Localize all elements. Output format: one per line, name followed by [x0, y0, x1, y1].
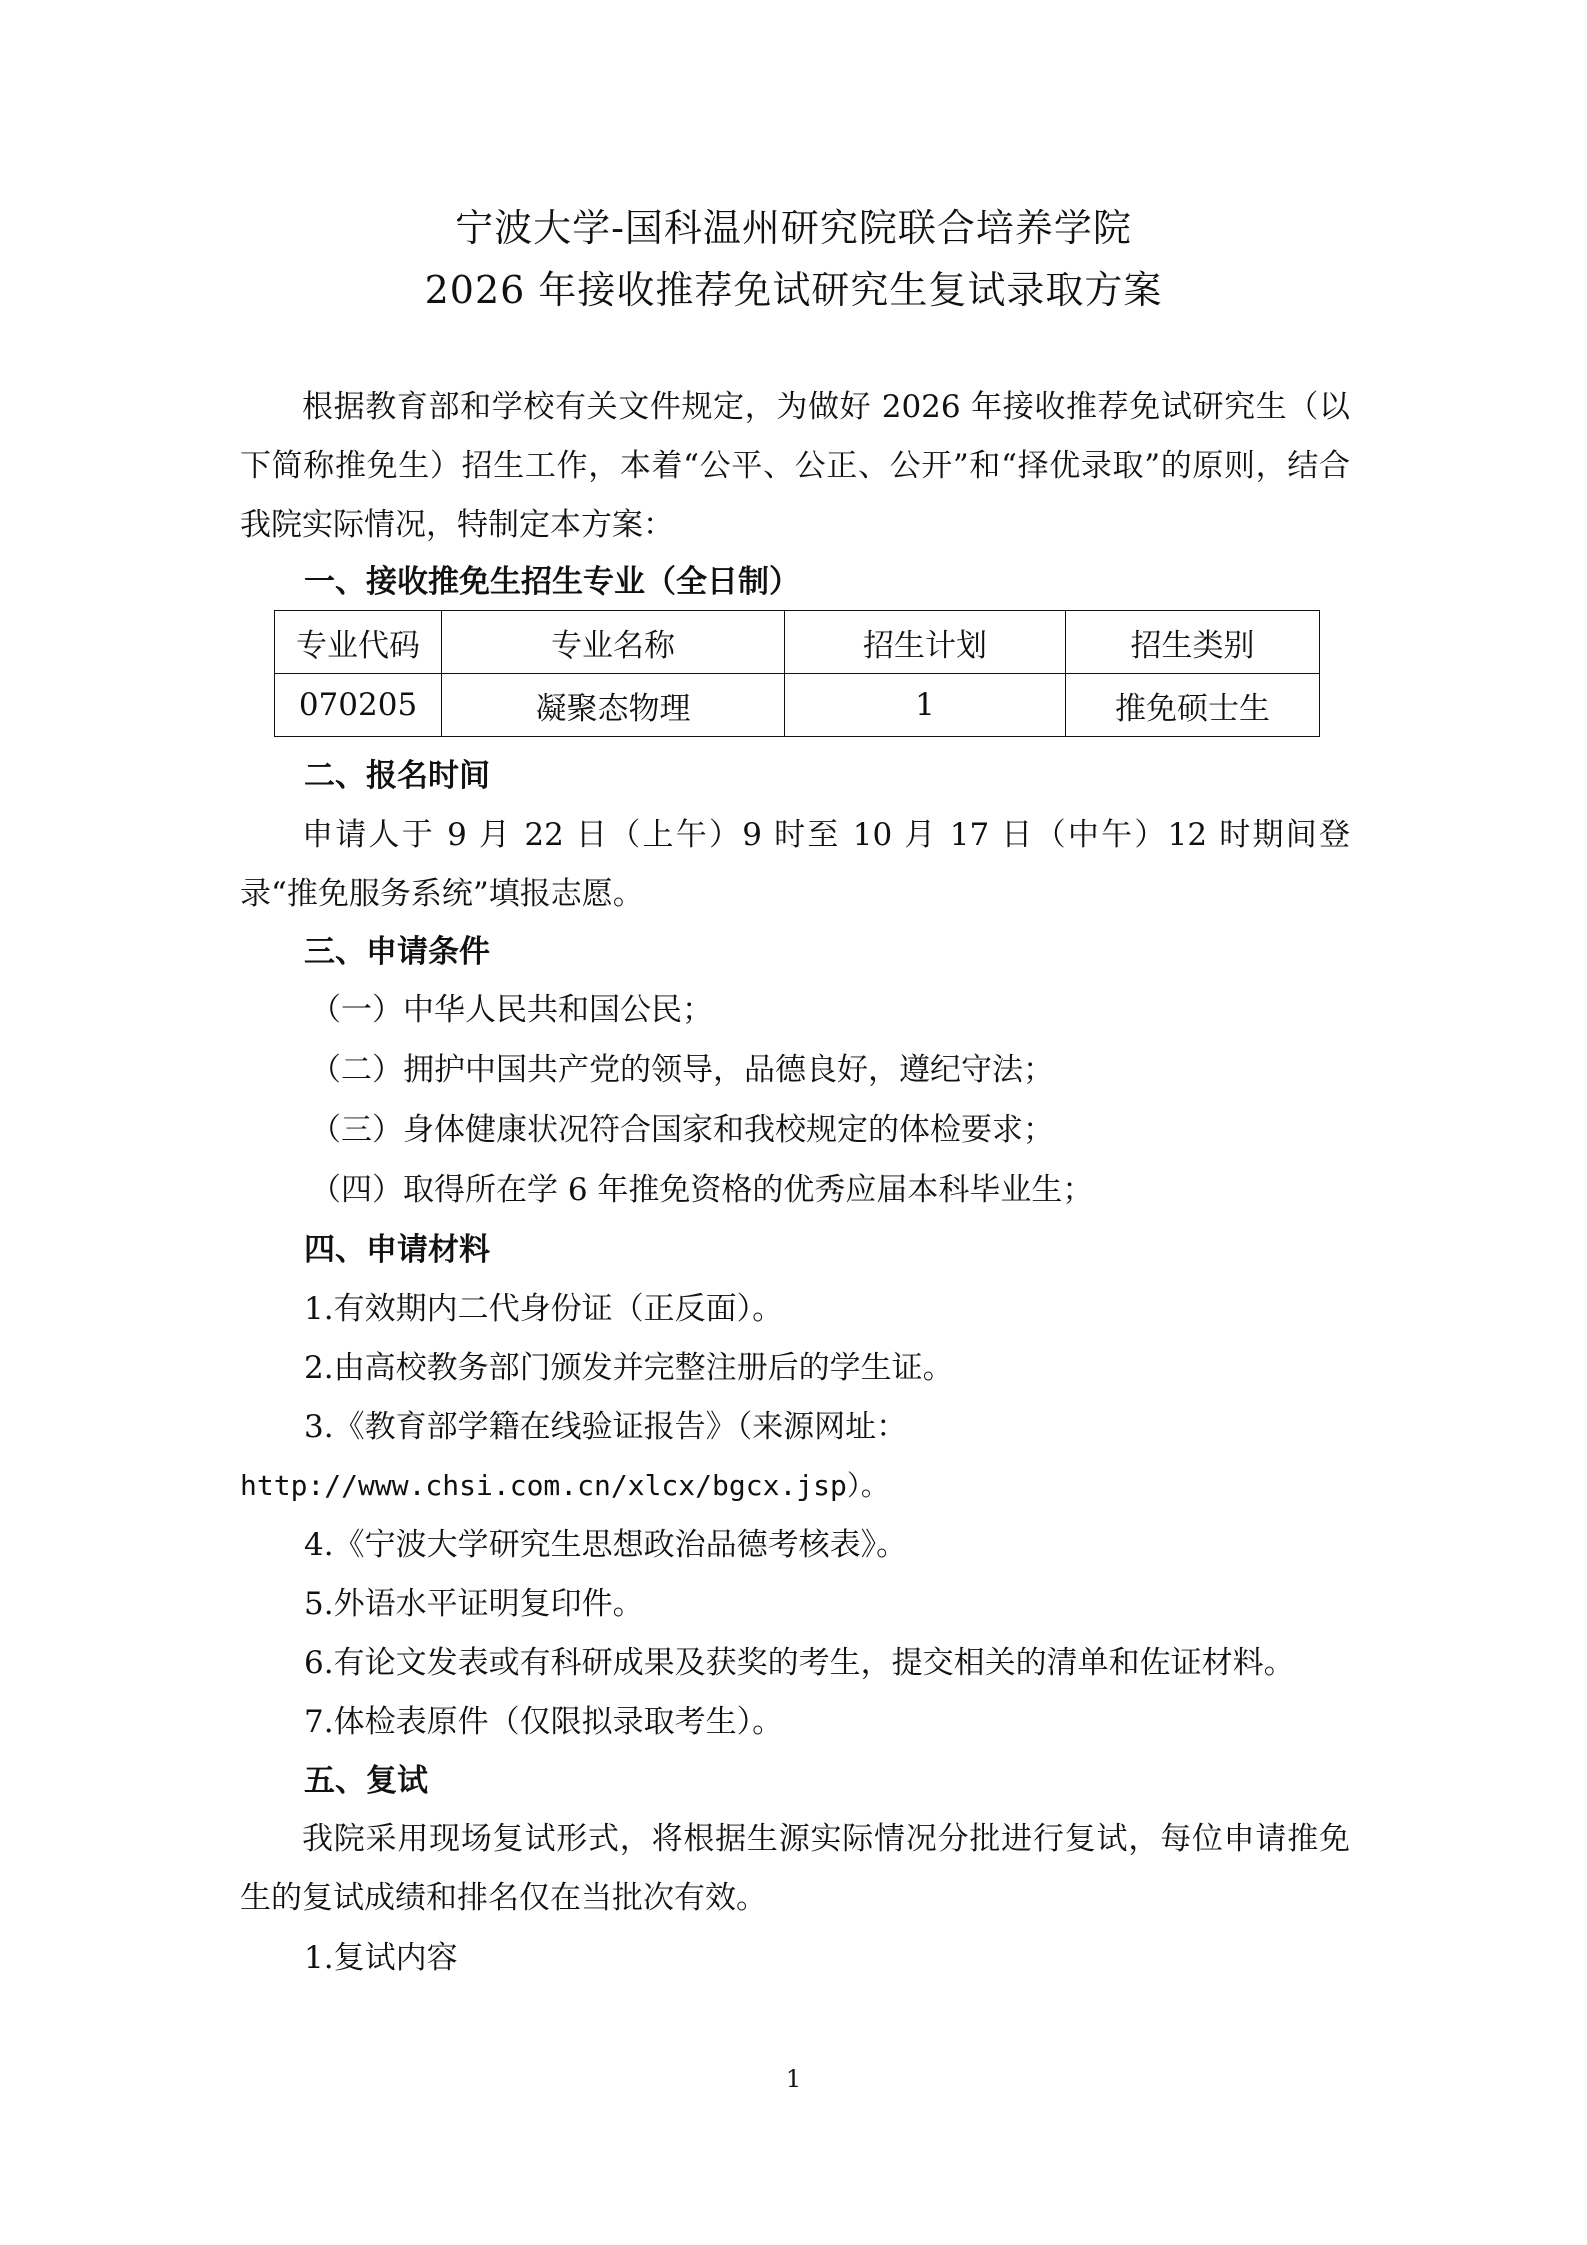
material-item: 5.外语水平证明复印件。	[304, 1586, 644, 1622]
condition-item: （四）取得所在学 6 年推免资格的优秀应届本科毕业生；	[310, 1172, 1094, 1208]
document-title-line1: 宁波大学-国科温州研究院联合培养学院	[455, 206, 1132, 250]
material-item: 6.有论文发表或有科研成果及获奖的考生，提交相关的清单和佐证材料。	[304, 1645, 1295, 1681]
table-header-cell: 专业名称	[442, 611, 785, 674]
material-item-url: http://www.chsi.com.cn/xlcx/bgcx.jsp）。	[240, 1469, 889, 1502]
table-cell: 1	[785, 674, 1066, 737]
section5-paragraph: 我院采用现场复试形式，将根据生源实际情况分批进行复试，每位申请推免生的复试成绩和排名仅在当批次有效。	[240, 1821, 1350, 1916]
document-title-line2: 2026 年接收推荐免试研究生复试录取方案	[424, 268, 1163, 312]
condition-item: （三）身体健康状况符合国家和我校规定的体检要求；	[310, 1112, 1054, 1148]
page-number: 1	[785, 2065, 802, 2093]
section2-heading: 二、报名时间	[304, 758, 490, 794]
section3-heading: 三、申请条件	[304, 934, 490, 970]
material-item: 1.有效期内二代身份证（正反面）。	[304, 1291, 784, 1327]
table-row	[275, 674, 1320, 737]
major-table	[274, 610, 1320, 737]
table-header-cell: 招生计划	[785, 611, 1066, 674]
section5-subheading: 1.复试内容	[304, 1940, 458, 1976]
table-cell: 凝聚态物理	[442, 674, 785, 737]
material-item: 4.《宁波大学研究生思想政治品德考核表》。	[304, 1527, 908, 1563]
material-item: 2.由高校教务部门颁发并完整注册后的学生证。	[304, 1350, 954, 1386]
material-item: 7.体检表原件（仅限拟录取考生）。	[304, 1704, 784, 1740]
condition-item: （二）拥护中国共产党的领导，品德良好，遵纪守法；	[310, 1052, 1054, 1088]
section5-heading: 五、复试	[304, 1763, 428, 1799]
section1-heading: 一、接收推免生招生专业（全日制）	[304, 564, 800, 600]
section2-paragraph: 申请人于 9 月 22 日（上午）9 时至 10 月 17 日（中午）12 时期间登录“推免服务系统”填报志愿。	[240, 817, 1350, 912]
table-header-row	[275, 611, 1320, 674]
intro-paragraph: 根据教育部和学校有关文件规定，为做好 2026 年接收推荐免试研究生（以下简称推免生）招生工作，本着“公平、公正、公开”和“择优录取”的原则，结合我院实际情况，特制定本方案：	[240, 389, 1350, 543]
section4-heading: 四、申请材料	[304, 1232, 490, 1268]
table-header-cell: 专业代码	[275, 611, 442, 674]
table-cell: 070205	[275, 674, 442, 737]
table-cell: 推免硕士生	[1066, 674, 1320, 737]
condition-item: （一）中华人民共和国公民；	[310, 992, 713, 1028]
material-item: 3.《教育部学籍在线验证报告》（来源网址：	[304, 1409, 908, 1445]
table-header-cell: 招生类别	[1066, 611, 1320, 674]
